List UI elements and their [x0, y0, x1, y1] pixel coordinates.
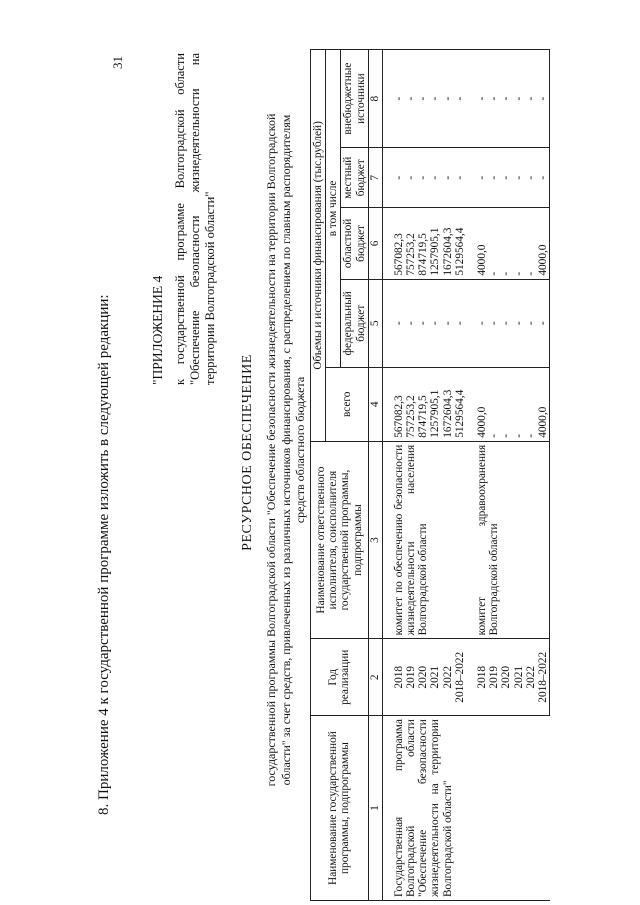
- amount-value: -: [524, 96, 537, 101]
- amount-value: -: [429, 321, 442, 326]
- amount-value: -: [405, 175, 418, 180]
- year-value: 2019: [488, 665, 501, 689]
- column-number: 2: [368, 639, 382, 716]
- amount-value: -: [476, 321, 489, 326]
- amount-value: -: [417, 321, 430, 326]
- year-value: 2022: [524, 665, 537, 689]
- executor-cell: комитет по обеспечению безопасности жизнедеятельности населения Волгоградской области: [393, 441, 466, 639]
- amount-value: 757253,2: [405, 395, 418, 438]
- header-including: в том числе: [326, 50, 341, 368]
- year-value: 2022: [441, 665, 454, 689]
- year-value: 2020: [417, 665, 430, 689]
- regional-cell: [393, 208, 466, 279]
- years-cell: [476, 639, 550, 716]
- amount-value: -: [537, 175, 550, 180]
- amount-value: 5129564,4: [453, 389, 466, 438]
- amount-value: 874719,5: [417, 395, 430, 438]
- amount-value: -: [500, 321, 513, 326]
- column-number: 5: [368, 279, 382, 367]
- amount-value: 4000,0: [537, 244, 550, 276]
- header-local: местный бюджет: [341, 148, 368, 208]
- table-row: [393, 50, 466, 901]
- federal-cell: [393, 279, 466, 367]
- amount-value: -: [500, 434, 513, 438]
- year-value: 2018: [476, 665, 489, 689]
- year-value: 2018–2022: [453, 651, 466, 703]
- amount-value: -: [537, 96, 550, 101]
- column-number: 8: [368, 50, 382, 148]
- amount-value: -: [417, 175, 430, 180]
- amount-value: 1672604,3: [441, 389, 454, 438]
- amount-value: -: [537, 321, 550, 326]
- amount-value: 1672604,3: [441, 227, 454, 276]
- amount-value: -: [512, 434, 525, 438]
- amount-value: 5129564,4: [453, 227, 466, 276]
- appendix-reference: к государственной программе Волгоградской области "Обеспечение безопасности жизнедеятельности на территории Волгоградской области": [173, 53, 217, 385]
- amount-value: -: [488, 96, 501, 101]
- amount-value: -: [476, 96, 489, 101]
- year-value: 2018–2022: [537, 651, 550, 703]
- amount-value: -: [488, 175, 501, 180]
- amount-value: -: [429, 175, 442, 180]
- column-number: 1: [368, 716, 382, 901]
- header-volumes: Объемы и источники финансирования (тыс.рублей): [311, 50, 326, 442]
- amount-value: 757253,2: [405, 233, 418, 276]
- amount-value: 567082,3: [392, 233, 405, 276]
- header-extrabudget: внебюджетные источники: [341, 50, 368, 148]
- header-year: Год реализации: [311, 639, 369, 716]
- amount-value: 874719,5: [417, 233, 430, 276]
- amount-value: -: [488, 271, 501, 276]
- amount-value: -: [476, 175, 489, 180]
- amount-value: -: [512, 96, 525, 101]
- amount-value: -: [392, 321, 405, 326]
- amendment-heading: 8. Приложение 4 к государственной программе изложить в следующей редакции:: [96, 294, 112, 815]
- amount-value: -: [500, 175, 513, 180]
- year-value: 2021: [512, 665, 525, 689]
- extrabudget-cell: [393, 50, 466, 148]
- amount-value: -: [392, 96, 405, 101]
- column-number: 6: [368, 208, 382, 279]
- amount-value: -: [441, 96, 454, 101]
- document-subtitle: государственной программы Волгоградской области "Обеспечение безопасности жизнедеятельности на территории Волгоградской области" за счет средств, привлеченных из различных источников финансирования, с распределением по главным распорядителям средств областного бюджета: [264, 113, 307, 787]
- amount-value: -: [524, 175, 537, 180]
- executor-cell: комитет здравоохранения Волгоградской области: [476, 441, 550, 639]
- total-cell: [393, 367, 466, 441]
- years-cell: [393, 639, 466, 716]
- amount-value: -: [488, 321, 501, 326]
- amount-value: -: [441, 321, 454, 326]
- column-number: 3: [368, 441, 382, 639]
- amount-value: -: [512, 271, 525, 276]
- header-total: всего: [326, 367, 369, 441]
- total-cell: [476, 367, 550, 441]
- amount-value: -: [500, 96, 513, 101]
- amount-value: -: [392, 175, 405, 180]
- amount-value: -: [405, 321, 418, 326]
- header-program-name: Наименование государственной программы, подпрограммы: [311, 716, 369, 901]
- amount-value: -: [524, 434, 537, 438]
- extrabudget-cell: [476, 50, 550, 148]
- year-value: 2020: [500, 665, 513, 689]
- amount-value: -: [441, 175, 454, 180]
- amount-value: -: [512, 175, 525, 180]
- amount-value: 4000,0: [476, 244, 489, 276]
- amount-value: -: [417, 96, 430, 101]
- resource-table: [310, 49, 550, 901]
- amount-value: 1257905,1: [429, 227, 442, 276]
- amount-value: -: [405, 96, 418, 101]
- header-federal: федеральный бюджет: [341, 279, 368, 367]
- year-value: 2018: [392, 665, 405, 689]
- amount-value: 567082,3: [392, 395, 405, 438]
- program-name: Государственная программа Волгоградской области "Обеспечение безопасности жизнедеятельности на территории Волгоградской области": [393, 716, 550, 901]
- amount-value: -: [512, 321, 525, 326]
- amount-value: 4000,0: [537, 406, 550, 438]
- document-title: РЕСУРСНОЕ ОБЕСПЕЧЕНИЕ: [240, 354, 255, 551]
- amount-value: -: [524, 321, 537, 326]
- amount-value: -: [453, 175, 466, 180]
- year-value: 2021: [429, 665, 442, 689]
- amount-value: -: [453, 321, 466, 326]
- column-number: 7: [368, 148, 382, 208]
- amount-value: -: [453, 96, 466, 101]
- header-executor: Наименование ответственного исполнителя, соисполнителя государственной программы, подпрограммы: [311, 441, 369, 639]
- amount-value: -: [429, 96, 442, 101]
- federal-cell: [476, 279, 550, 367]
- amount-value: 4000,0: [476, 406, 489, 438]
- page-number: 31: [110, 56, 125, 69]
- amount-value: -: [488, 434, 501, 438]
- amount-value: 1257905,1: [429, 389, 442, 438]
- regional-cell: [476, 208, 550, 279]
- local-cell: [476, 148, 550, 208]
- column-number: 4: [368, 367, 382, 441]
- amount-value: -: [500, 271, 513, 276]
- amount-value: -: [524, 271, 537, 276]
- header-regional: областной бюджет: [341, 208, 368, 279]
- appendix-title: "ПРИЛОЖЕНИЕ 4: [150, 275, 165, 385]
- local-cell: [393, 148, 466, 208]
- year-value: 2019: [405, 665, 418, 689]
